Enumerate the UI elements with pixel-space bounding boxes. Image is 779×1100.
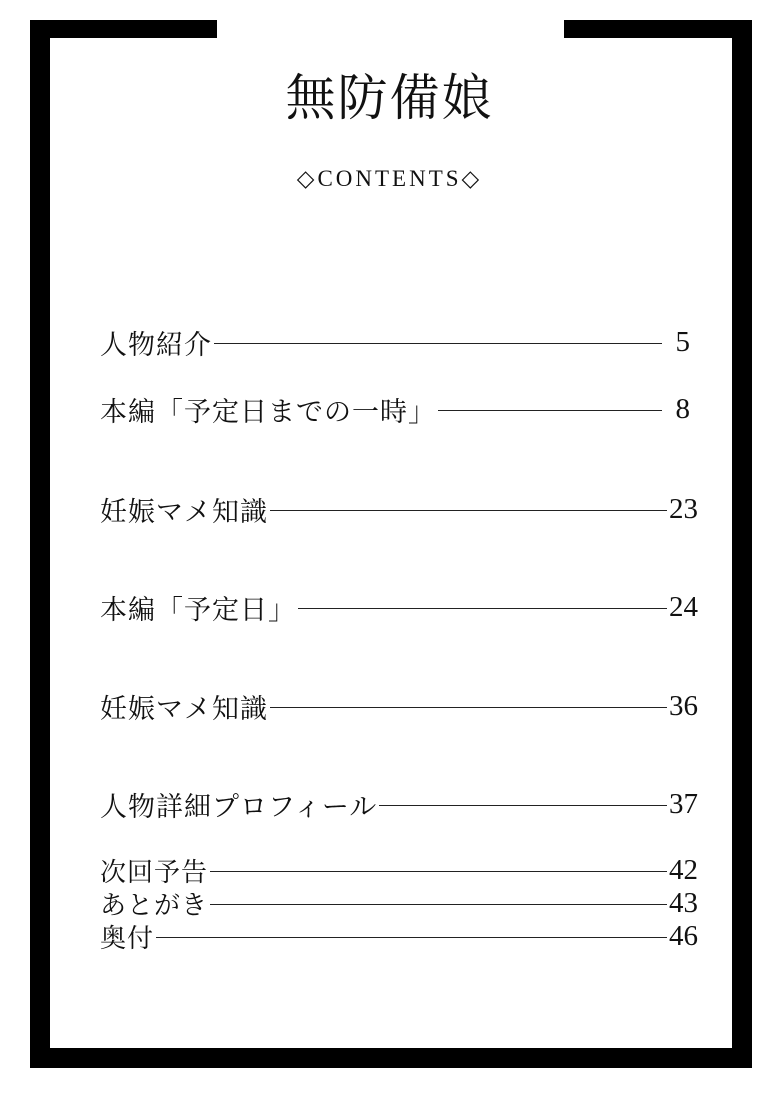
toc-leader-line xyxy=(210,904,667,905)
toc-entry-label: 本編「予定日」 xyxy=(100,594,296,626)
toc-entry-page: 8 xyxy=(675,392,690,425)
toc-entry-character-profile[interactable] xyxy=(100,784,698,824)
toc-entry-main-story-1[interactable] xyxy=(100,389,698,429)
page-title: 無防備娘 xyxy=(285,69,494,127)
toc-leader-line xyxy=(379,805,667,806)
toc-entry-pregnancy-tips-2[interactable] xyxy=(100,686,698,726)
frame-top-left-border xyxy=(30,20,217,38)
toc-entry-page: 37 xyxy=(669,787,698,820)
frame-bottom-border xyxy=(30,1048,752,1068)
toc-entry-page: 42 xyxy=(669,853,698,886)
toc-leader-line xyxy=(270,707,667,708)
toc-entry-label: 人物紹介 xyxy=(100,329,212,361)
toc-entry-next-preview[interactable] xyxy=(100,854,698,886)
toc-leader-line xyxy=(214,343,662,344)
toc-entry-label: 本編「予定日までの一時」 xyxy=(100,396,436,428)
toc-entry-page: 43 xyxy=(669,886,698,919)
toc-entry-label: 奥付 xyxy=(100,923,155,954)
toc-entry-pregnancy-tips-1[interactable] xyxy=(100,489,698,529)
toc-entry-label: 人物詳細プロフィール xyxy=(100,791,378,823)
toc-entry-page: 23 xyxy=(669,492,698,525)
toc-entry-colophon[interactable] xyxy=(100,920,698,952)
toc-leader-line xyxy=(210,871,667,872)
toc-entry-character-intro[interactable] xyxy=(100,322,698,362)
toc-entry-page: 24 xyxy=(669,590,698,623)
toc-leader-line xyxy=(438,410,662,411)
toc-entry-label: 妊娠マメ知識 xyxy=(100,496,268,528)
toc-entry-afterword[interactable] xyxy=(100,887,698,919)
toc-leader-line xyxy=(270,510,667,511)
toc-entry-label: 次回予告 xyxy=(100,857,209,888)
toc-entry-main-story-2[interactable] xyxy=(100,587,698,627)
toc-entry-page: 36 xyxy=(669,689,698,722)
toc-entry-page: 46 xyxy=(669,919,698,952)
toc-leader-line xyxy=(156,937,667,938)
contents-heading: ◇CONTENTS◇ xyxy=(296,166,483,191)
toc-leader-line xyxy=(298,608,667,609)
frame-top-right-border xyxy=(564,20,752,38)
toc-entry-page: 5 xyxy=(675,325,690,358)
toc-entry-label: 妊娠マメ知識 xyxy=(100,693,268,725)
toc-entry-label: あとがき xyxy=(100,890,209,921)
